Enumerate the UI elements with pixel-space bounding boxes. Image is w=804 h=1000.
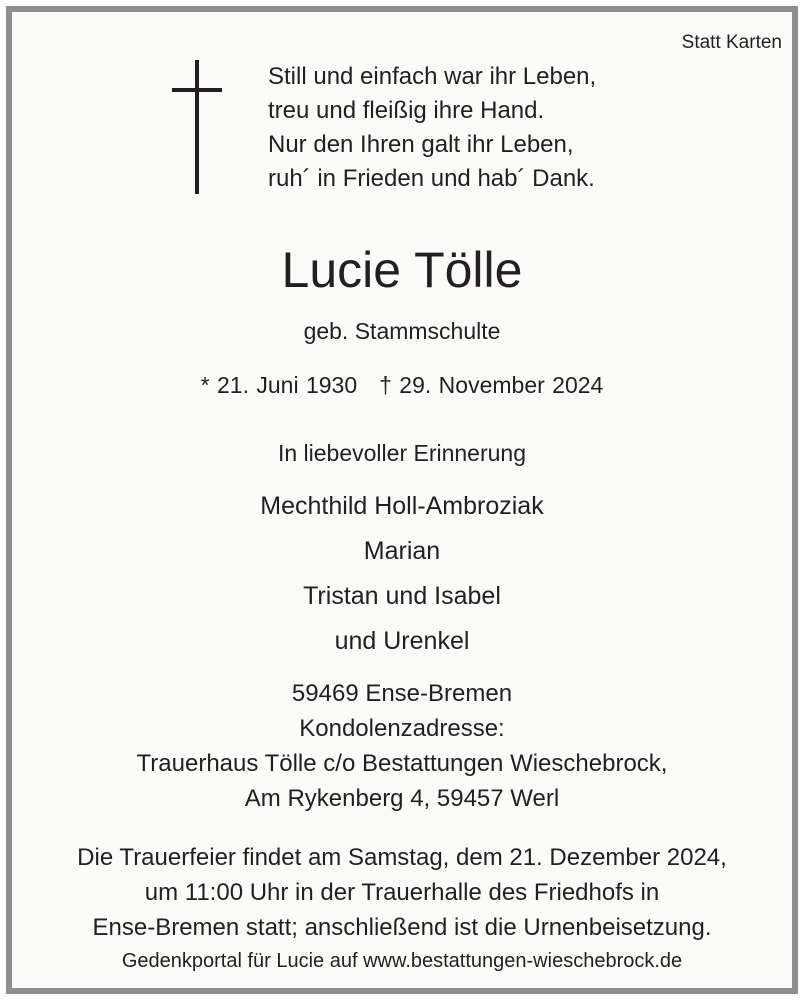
- poem: [268, 60, 596, 196]
- mourner-name: und Urenkel: [334, 627, 470, 655]
- mourner-name: Tristan und Isabel: [303, 582, 501, 610]
- memorial-portal-link[interactable]: Gedenkportal für Lucie auf www.bestattungen-wieschebrock.de: [121, 950, 683, 972]
- latin-cross-icon: [172, 60, 222, 194]
- obituary-notice: [6, 6, 798, 994]
- funeral-line: Die Trauerfeier findet am Samstag, dem 21. Dezember 2024,: [77, 844, 727, 871]
- birth-date: * 21. Juni 1930: [200, 372, 358, 398]
- place: 59469 Ense-Bremen: [291, 680, 513, 707]
- address-block: [12, 676, 792, 816]
- memory-intro: In liebevoller Erinnerung: [277, 440, 527, 466]
- mourner-name: Mechthild Holl-Ambroziak: [260, 492, 544, 520]
- condolence-label: Kondolenzadresse:: [299, 715, 505, 742]
- poem-line: Still und einfach war ihr Leben,: [268, 63, 597, 90]
- death-date: † 29. November 2024: [379, 372, 604, 398]
- poem-line: ruh´ in Frieden und hab´ Dank.: [268, 165, 595, 192]
- condolence-address-line: Am Rykenberg 4, 59457 Werl: [244, 785, 560, 812]
- funeral-line: Ense-Bremen statt; anschließend ist die Urnenbeisetzung.: [92, 914, 712, 941]
- funeral-line: um 11:00 Uhr in der Trauerhalle des Friedhofs in: [144, 879, 660, 906]
- mourners-list: [12, 484, 792, 664]
- funeral-details: [12, 840, 792, 945]
- mourner-name: Marian: [363, 537, 441, 565]
- birth-name: geb. Stammschulte: [303, 318, 501, 344]
- condolence-address-line: Trauerhaus Tölle c/o Bestattungen Wieschebrock,: [136, 750, 668, 777]
- statt-karten-note: Statt Karten: [681, 32, 782, 53]
- deceased-name: Lucie Tölle: [281, 242, 523, 298]
- life-dates: [12, 372, 792, 399]
- poem-line: Nur den Ihren galt ihr Leben,: [268, 131, 574, 158]
- poem-line: treu und fleißig ihre Hand.: [268, 97, 545, 124]
